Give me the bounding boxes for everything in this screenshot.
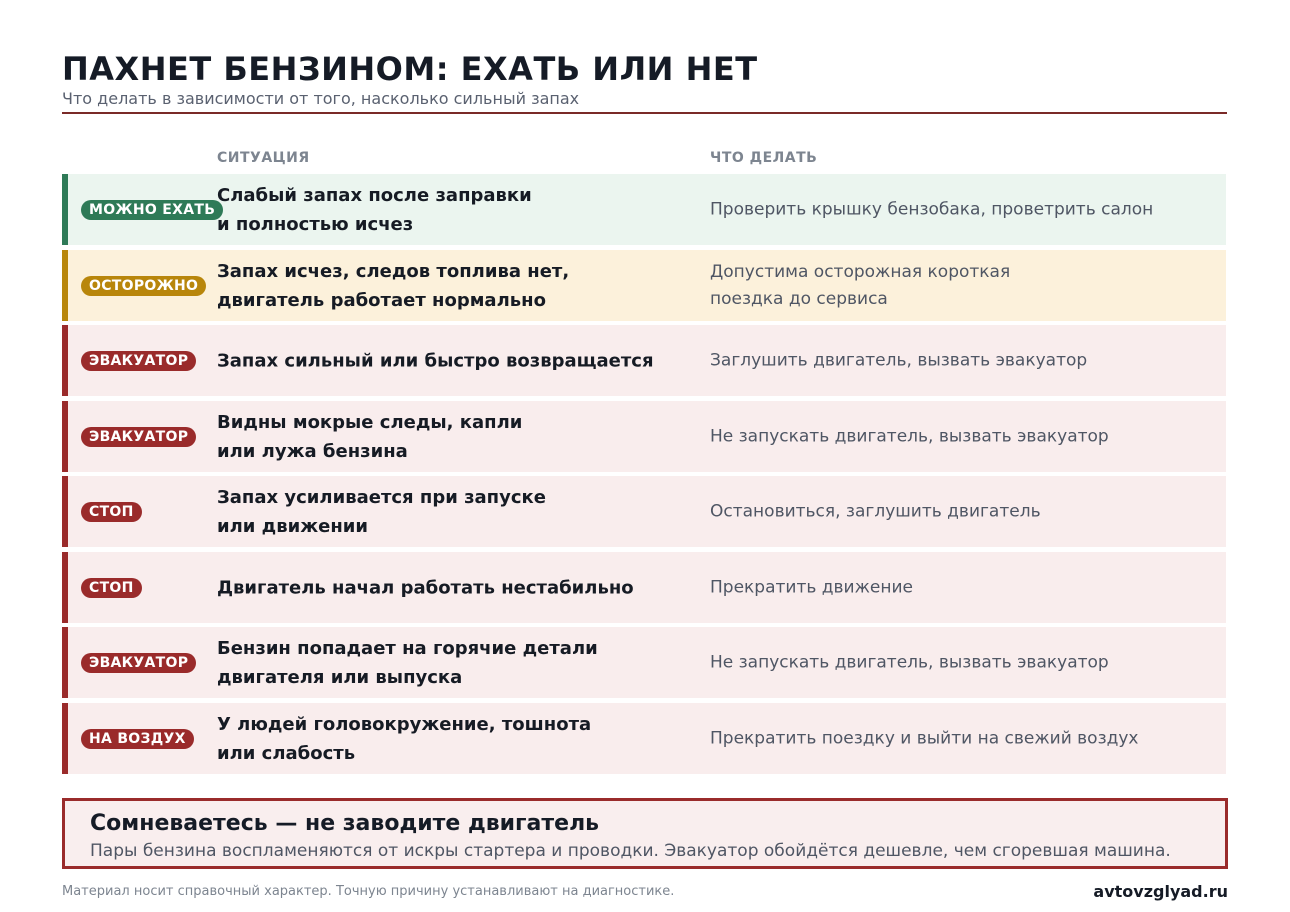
situation-text: Запах сильный или быстро возвращается [217, 350, 654, 371]
warning-note-text: Пары бензина воспламеняются от искры стартера и проводки. Эвакуатор обойдётся дешевле, чем сгоревшая машина. [90, 841, 1171, 861]
situation-text: У людей головокружение, тошнота или слабость [217, 713, 592, 764]
warning-note-heading: Сомневаетесь — не заводите двигатель [90, 811, 600, 836]
table-row [62, 325, 1226, 396]
table-row [62, 627, 1226, 698]
row-accent-bar [62, 552, 68, 623]
action-text: Не запускать двигатель, вызвать эвакуатор [710, 652, 1109, 672]
table-row [62, 552, 1226, 623]
table-row [62, 476, 1226, 547]
situation-text: Запах исчез, следов топлива нет, двигатель работает нормально [217, 260, 570, 311]
status-badge: СТОП [81, 578, 142, 598]
situation-text: Видны мокрые следы, капли или лужа бензина [217, 411, 523, 462]
row-accent-bar [62, 703, 68, 774]
table-row [62, 703, 1226, 774]
action-text: Допустима осторожная короткая поездка до сервиса [710, 261, 1011, 309]
status-badge: ОСТОРОЖНО [81, 276, 206, 296]
footer-site-link[interactable]: avtovzglyad.ru [1093, 882, 1228, 901]
row-accent-bar [62, 476, 68, 547]
row-accent-bar [62, 174, 68, 245]
table-row [62, 401, 1226, 472]
column-header-action: ЧТО ДЕЛАТЬ [710, 150, 818, 166]
footer-disclaimer: Материал носит справочный характер. Точную причину устанавливают на диагностике. [62, 884, 675, 899]
column-header-situation: СИТУАЦИЯ [217, 150, 310, 166]
situation-text: Слабый запах после заправки и полностью исчез [217, 184, 532, 235]
status-badge: МОЖНО ЕХАТЬ [81, 200, 223, 220]
row-accent-bar [62, 250, 68, 321]
action-text: Заглушить двигатель, вызвать эвакуатор [710, 350, 1088, 370]
status-badge: ЭВАКУАТОР [81, 427, 196, 447]
action-text: Не запускать двигатель, вызвать эвакуатор [710, 426, 1109, 446]
situation-text: Бензин попадает на горячие детали двигателя или выпуска [217, 637, 598, 688]
title-divider [62, 112, 1227, 114]
status-badge: СТОП [81, 502, 142, 522]
page-subtitle: Что делать в зависимости от того, насколько сильный запах [62, 89, 580, 108]
situation-text: Запах усиливается при запуске или движении [217, 486, 546, 537]
status-badge: НА ВОЗДУХ [81, 729, 194, 749]
status-badge: ЭВАКУАТОР [81, 351, 196, 371]
row-accent-bar [62, 325, 68, 396]
table-row [62, 250, 1226, 321]
row-accent-bar [62, 627, 68, 698]
status-badge: ЭВАКУАТОР [81, 653, 196, 673]
page-title: ПАХНЕТ БЕНЗИНОМ: ЕХАТЬ ИЛИ НЕТ [62, 50, 758, 88]
situation-text: Двигатель начал работать нестабильно [217, 577, 634, 598]
action-text: Прекратить поездку и выйти на свежий воздух [710, 728, 1139, 748]
action-text: Остановиться, заглушить двигатель [710, 501, 1041, 521]
action-text: Проверить крышку бензобака, проветрить салон [710, 199, 1154, 219]
warning-note [62, 798, 1228, 869]
row-accent-bar [62, 401, 68, 472]
table-row [62, 174, 1226, 245]
action-text: Прекратить движение [710, 577, 914, 597]
